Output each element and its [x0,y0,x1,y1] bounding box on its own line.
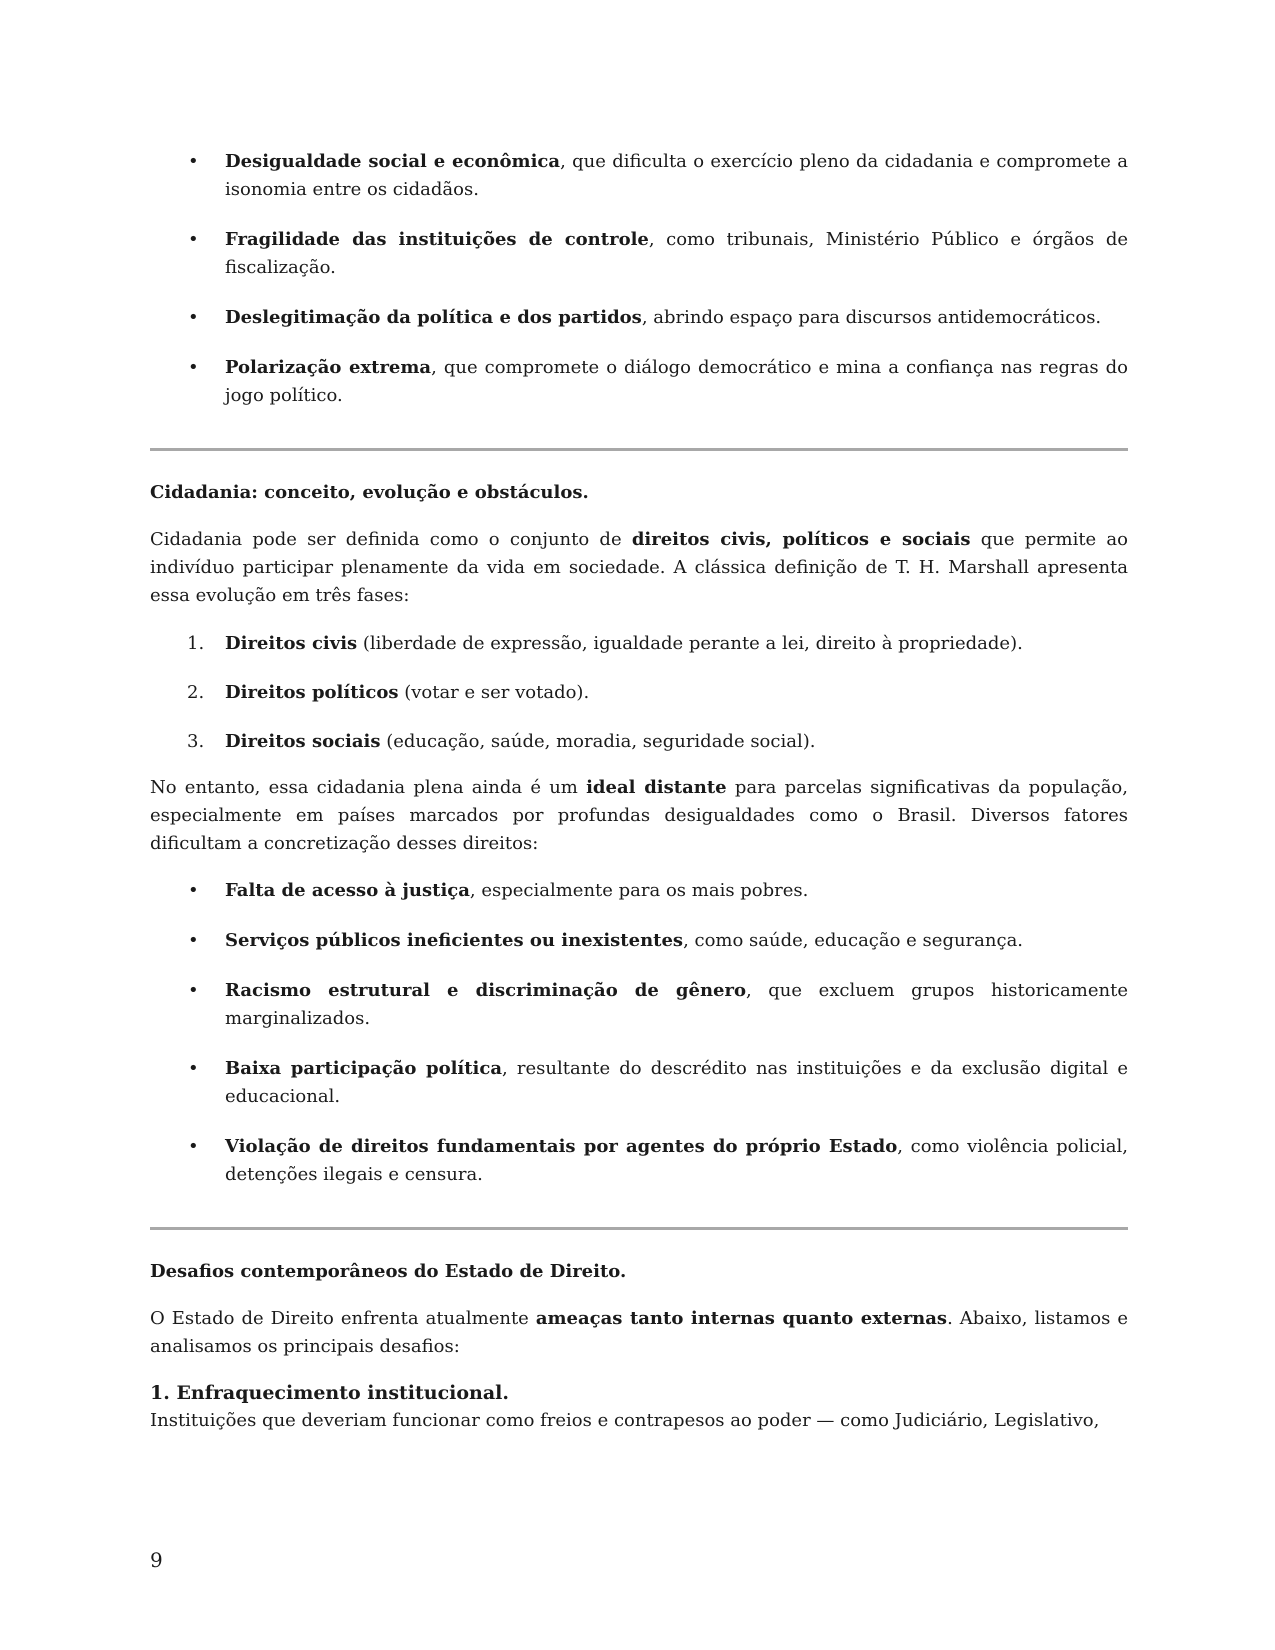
section-heading-desafios: Desafios contemporâneos do Estado de Direito. [150,1261,627,1282]
list-item: • Fragilidade das instituições de controle, como tribunais, Ministério Público e órgãos de fiscalização. [150,226,1128,282]
list-item: • Desigualdade social e econômica, que dificulta o exercício pleno da cidadania e compromete a isonomia entre os cidadãos. [150,148,1128,204]
rights-numbered-list [150,630,1128,756]
section-heading-cidadania: Cidadania: conceito, evolução e obstáculos. [150,482,589,503]
list-item: • Violação de direitos fundamentais por agentes do próprio Estado, como violência policial, detenções ilegais e censura. [150,1133,1128,1189]
list-item: 1. Direitos civis (liberdade de expressão, igualdade perante a lei, direito à propriedade). [187,633,1023,654]
cidadania-intro-paragraph: Cidadania pode ser definida como o conjunto de direitos civis, políticos e sociais que permite ao indivíduo participar plenamente da vida em sociedade. A clássica definição de T. H. Marshall apresenta essa evolução em três fases: [150,529,1128,606]
subsection-text: Instituições que deveriam funcionar como freios e contrapesos ao poder — como Judiciário, Legislativo, [150,1410,1100,1431]
list-item: • Deslegitimação da política e dos partidos, abrindo espaço para discursos antidemocráticos. [150,304,1128,332]
section-divider [150,448,1128,451]
subsection-heading: 1. Enfraquecimento institucional. [150,1382,510,1404]
list-item: 3. Direitos sociais (educação, saúde, moradia, seguridade social). [187,731,816,752]
list-item: • Baixa participação política, resultante do descrédito nas instituições e da exclusão digital e educacional. [150,1055,1128,1111]
list-item: • Racismo estrutural e discriminação de gênero, que excluem grupos historicamente marginalizados. [150,977,1128,1033]
list-item: 2. Direitos políticos (votar e ser votado). [187,682,590,703]
desafios-intro-paragraph: O Estado de Direito enfrenta atualmente ameaças tanto internas quanto externas. Abaixo, listamos e analisamos os principais desafios: [150,1308,1128,1357]
document-page [150,148,1128,1435]
obstacles-bullet-list [150,877,1128,1189]
section-divider [150,1227,1128,1230]
cidadania-second-paragraph: No entanto, essa cidadania plena ainda é um ideal distante para parcelas significativas da população, especialmente em países marcados por profundas desigualdades como o Brasil. Diversos fatores dificultam a concretização desses direitos: [150,777,1128,854]
list-item: • Polarização extrema, que compromete o diálogo democrático e mina a confiança nas regras do jogo político. [150,354,1128,410]
list-item: • Serviços públicos ineficientes ou inexistentes, como saúde, educação e segurança. [150,927,1128,955]
top-bullet-list [150,148,1128,410]
list-item: • Falta de acesso à justiça, especialmente para os mais pobres. [150,877,1128,905]
page-number: 9 [150,1548,163,1572]
